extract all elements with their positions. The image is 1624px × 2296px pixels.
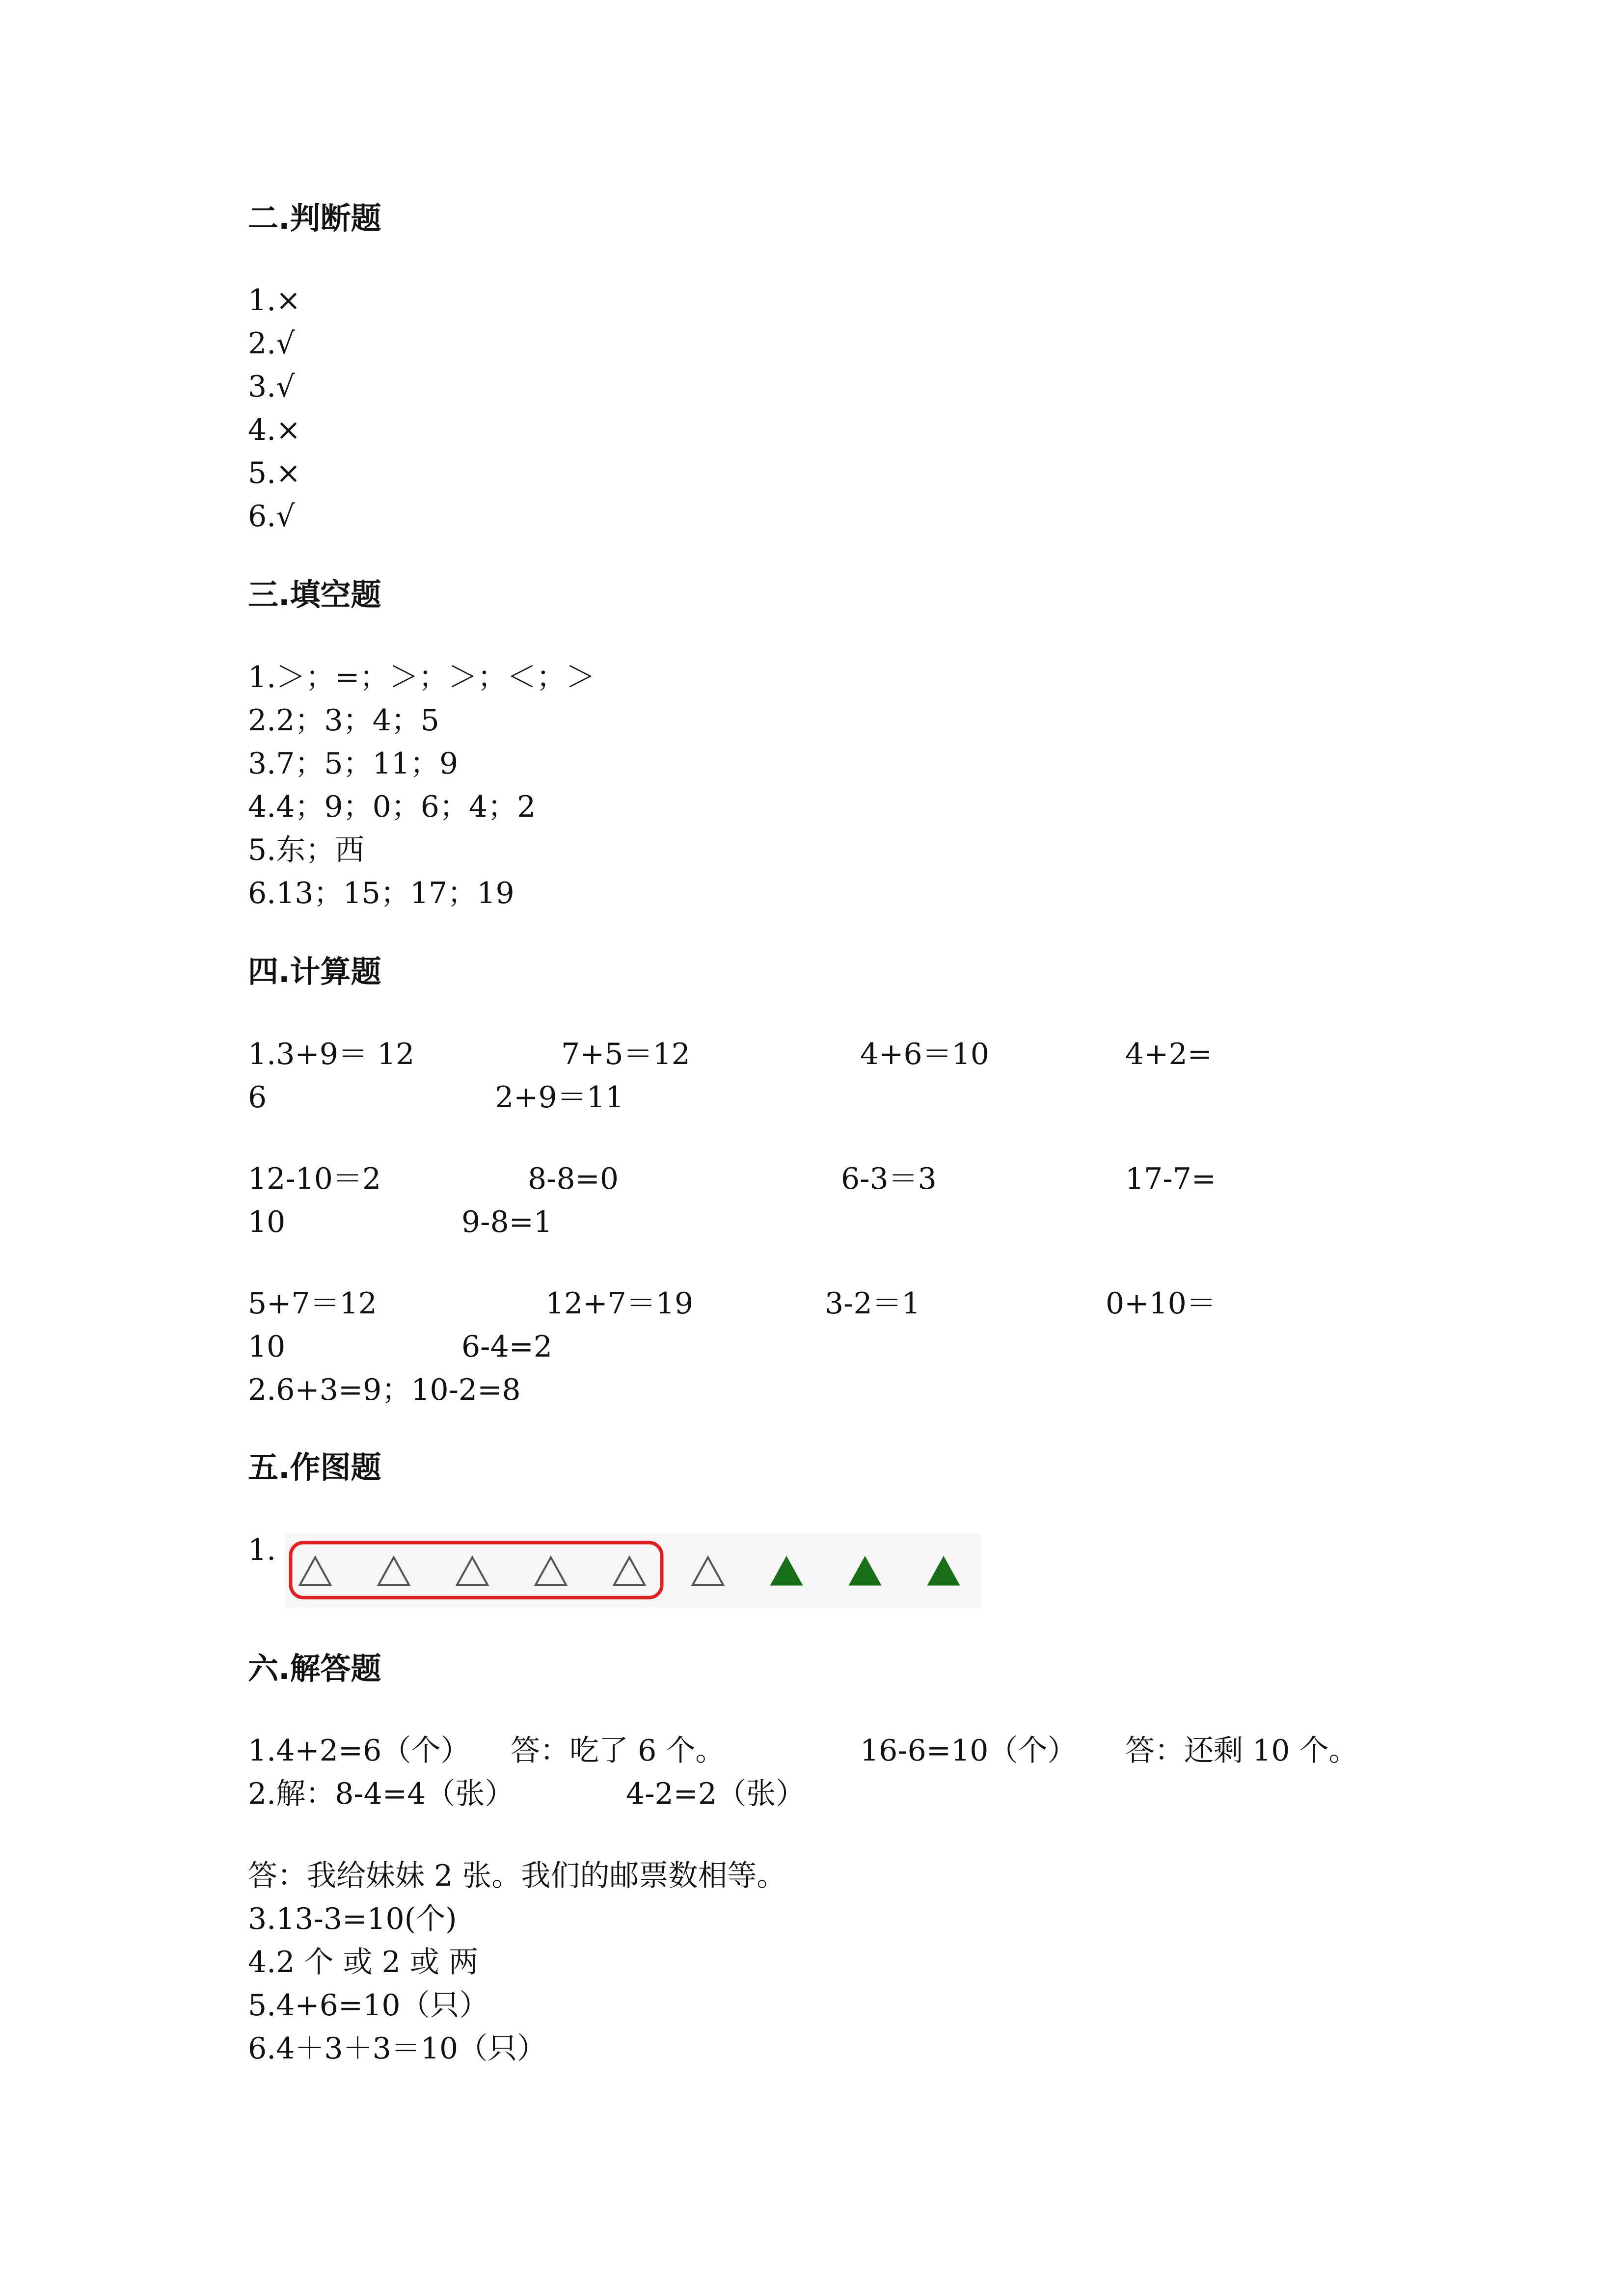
answer-q3: 3.13-3=10(个) (248, 1902, 457, 1936)
section-heading-fill-blank: 三.填空题 (248, 577, 381, 613)
judgement-answer-5: 5.× (248, 456, 301, 490)
calc-r3-a: 5+7＝12 (248, 1286, 377, 1321)
section-heading-calculation: 四.计算题 (248, 954, 381, 989)
calc-r2-e: 10 (248, 1205, 286, 1239)
calc-r1-c: 4+6＝10 (860, 1037, 989, 1071)
calc-r2-b: 8-8=0 (528, 1162, 619, 1196)
calc-r2-f: 9-8=1 (461, 1205, 553, 1239)
judgement-answer-4: 4.× (248, 413, 301, 447)
calc-r3-e: 10 (248, 1330, 286, 1364)
calc-r1-f: 2+9＝11 (495, 1080, 624, 1115)
triangle-figure (285, 1534, 982, 1607)
answer-q1-calc-b: 16-6=10（个） (860, 1734, 1077, 1768)
fill-blank-answer-2: 2.2；3；4；5 (248, 703, 439, 738)
answer-q2-reply: 答：我给妹妹 2 张。我们的邮票数相等。 (248, 1859, 786, 1893)
calc-r1-e: 6 (248, 1080, 267, 1115)
judgement-answer-6: 6.√ (248, 499, 295, 534)
answer-q1-calc-a: 1.4+2=6（个） (248, 1734, 470, 1768)
calc-r2-c: 6-3＝3 (841, 1162, 937, 1196)
calc-r2-a: 12-10＝2 (248, 1162, 381, 1196)
fill-blank-answer-4: 4.4；9；0；6；4；2 (248, 790, 536, 824)
section-heading-answers: 六.解答题 (248, 1651, 381, 1686)
judgement-answer-1: 1.× (248, 283, 301, 318)
calc-r2-d: 17-7= (1125, 1162, 1217, 1196)
calc-r3-b: 12+7＝19 (545, 1286, 694, 1321)
calc-r3-f: 6-4=2 (461, 1330, 553, 1364)
answer-q2-calc-a: 2.解：8-4=4（张） (248, 1777, 514, 1811)
answer-q1-reply-a: 答：吃了 6 个。 (511, 1734, 725, 1768)
calc-r1-a: 1.3+9＝ 12 (248, 1037, 415, 1071)
section-heading-drawing: 五.作图题 (248, 1449, 381, 1485)
fill-blank-answer-5: 5.东；西 (248, 833, 365, 867)
judgement-answer-3: 3.√ (248, 370, 295, 404)
calc-r1-b: 7+5＝12 (561, 1037, 690, 1071)
calc-r3-c: 3-2＝1 (825, 1286, 920, 1321)
calc-answer-2: 2.6+3=9；10-2=8 (248, 1373, 521, 1407)
calc-r3-d: 0+10＝ (1106, 1286, 1216, 1321)
fill-blank-answer-1: 1.＞；=；＞；＞；＜；＞ (248, 660, 595, 694)
answer-q6: 6.4＋3＋3＝10（只） (248, 2031, 547, 2066)
judgement-answer-2: 2.√ (248, 326, 295, 361)
answer-q1-reply-b: 答：还剩 10 个。 (1125, 1734, 1358, 1768)
fill-blank-answer-6: 6.13；15；17；19 (248, 876, 514, 910)
answer-q5: 5.4+6=10（只） (248, 1988, 489, 2023)
drawing-answer-label: 1. (248, 1533, 276, 1567)
calc-r1-d: 4+2= (1125, 1037, 1212, 1071)
fill-blank-answer-3: 3.7；5；11；9 (248, 747, 459, 781)
section-heading-judgement: 二.判断题 (248, 200, 381, 236)
answer-q2-calc-b: 4-2=2（张） (626, 1777, 806, 1811)
answer-q4: 4.2 个 或 2 或 两 (248, 1945, 478, 1979)
